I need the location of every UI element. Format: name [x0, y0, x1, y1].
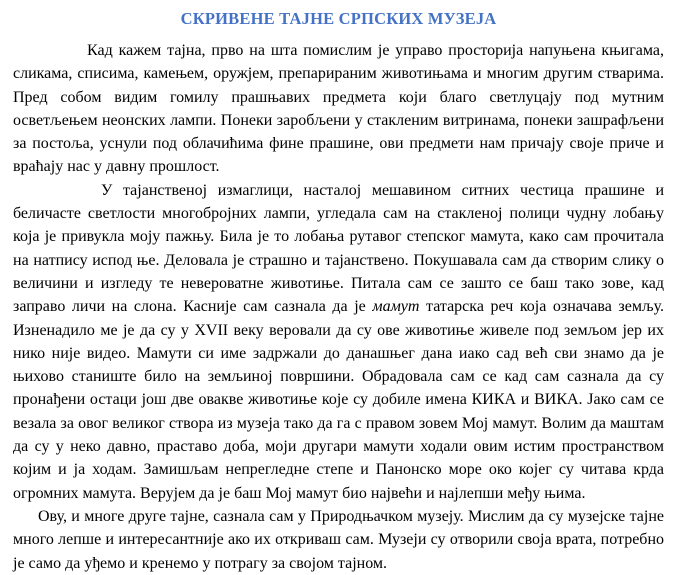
paragraph-conclusion: Ову, и многе друге тајне, сазнала сам у Природњачком музеју. Мислим да су музејске тајне много лепше и интересантније ако их откриваш сам. Музеји су отворили своја врата, потребно је само да уђемо и кренемо у потрагу за својом тајном.: [13, 507, 664, 572]
document-title: СКРИВЕНЕ ТАЈНЕ СРПСКИХ МУЗЕЈА: [180, 9, 497, 28]
italic-word-mamut: мамут: [372, 298, 420, 316]
paragraph-mammoth-part-1: У тајанственој измаглици, насталој мешавином ситних честица прашине и беличасте светлости многобројних лампи, угледала сам на стакленој полици чудну лобању која је привукла моју пажњу. Била је то лобања рутавог степског мамута, како сам прочитала на натпису испод ње. Деловала је страшно и тајанствено. Покушавала сам да створим слику о величини и изгледу те невероватне животиње. Питала сам се зашто се баш тако зове, кад заправо личи на слона. Касније сам сазнала да је: [13, 181, 664, 316]
paragraph-mammoth: [13, 179, 664, 505]
paragraph-intro: Кад кажем тајна, прво на шта помислим је управо просторија напуњена књигама, сликама, списима, камењем, оружјем, препарираним животињама и многим другим стварима. Пред собом видим гомилу прашњавих предмета који благо светлуцају под мутним осветљењем неонских лампи. Понеки заробљени у стакленим витринама, понеки зашрафљени за постоља, уснули под облачићима фине прашине, ови предмети нам причају своје приче и враћају нас у давну прошлост.: [13, 42, 664, 176]
paragraph-mammoth-part-2: татарска реч која означава земљу. Изненадило ме је да су у XVII веку веровали да су ове животиње живеле под земљом јер их нико није видео. Мамути си име задржали до данашњег дана иако сад већ сви знамо да је њихово станиште било на земљиној површини. Обрадовала сам се кад сам сазнала да су пронађени остаци још две овакве животиње које су добиле имена КИКА и ВИКА. Јако сам се везала за овог великог створа из музеја тако да га с правом зовем Мој мамут. Волим да маштам да су у неко давно, праставо доба, моји другари мамути ходали овим истим пространством којим и ја ходам. Замишљам непрегледне степе и Панонско море око којег су читава крда огромних мамута. Верујем да је баш Мој мамут био највећи и најлепши међу њима.: [13, 298, 664, 502]
